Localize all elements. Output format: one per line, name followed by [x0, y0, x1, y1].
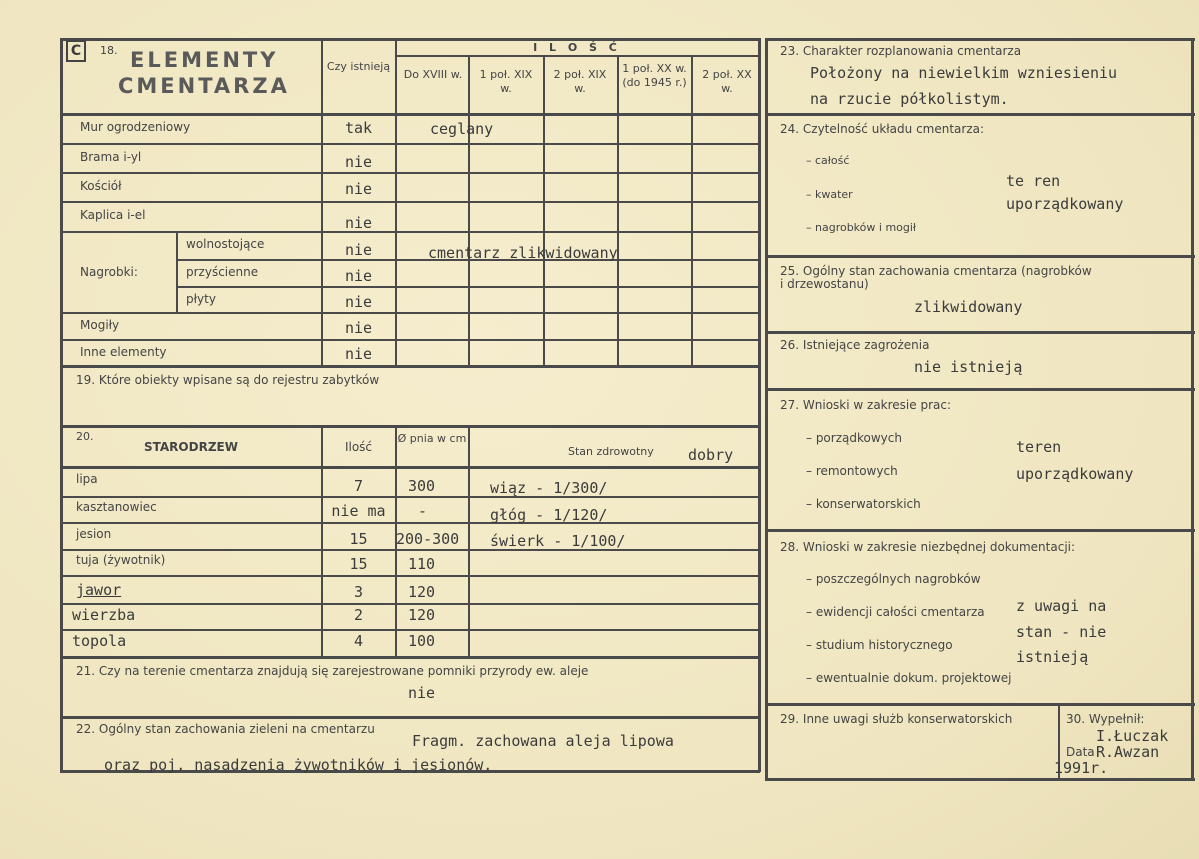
grid-line: [617, 56, 619, 365]
section-22-value: Fragm. zachowana aleja lipowa: [412, 732, 674, 750]
section-21-value: nie: [408, 684, 436, 702]
frame-line: [758, 38, 761, 772]
section-number: 18.: [100, 44, 118, 57]
tree-note: głóg - 1/120/: [490, 506, 608, 524]
filled-year: 1991r.: [1054, 759, 1109, 777]
tree-name: lipa: [76, 472, 98, 486]
col-diam: Ø pnia w cm: [397, 432, 467, 445]
tree-name: tuja (żywotnik): [76, 553, 166, 567]
grid-line: [765, 255, 1195, 258]
section-24-item: – nagrobków i mogił: [806, 221, 917, 234]
exists-value: tak: [344, 119, 373, 137]
wall-note: ceglany: [430, 120, 494, 138]
tree-count: 7: [353, 477, 364, 495]
section-24-label: 24. Czytelność układu cmentarza:: [780, 122, 985, 136]
tree-count: 15: [349, 530, 368, 548]
grid-line: [468, 56, 470, 365]
tree-name: kasztanowiec: [76, 500, 157, 514]
grid-line: [60, 522, 760, 524]
frame-line: [1191, 38, 1194, 780]
row-label: Brama i-yl: [80, 150, 142, 164]
section-28-item: – ewidencji całości cmentarza: [806, 605, 985, 619]
grid-line: [321, 40, 323, 365]
section-27-value: uporządkowany: [1016, 465, 1134, 483]
tree-diam: 110: [408, 555, 436, 573]
grid-line: [395, 40, 397, 365]
grid-line: [60, 603, 760, 605]
tree-count: 2: [353, 606, 364, 624]
section-28-item: – studium historycznego: [806, 638, 953, 652]
grid-line: [176, 231, 178, 312]
section-25-value: zlikwidowany: [914, 298, 1023, 316]
grid-line: [60, 339, 760, 341]
grid-line: [60, 113, 760, 116]
section-27-value: teren: [1016, 438, 1062, 456]
tree-name: jesion: [76, 527, 112, 541]
exists-value: nie: [344, 267, 373, 285]
col-health: Stan zdrowotny: [568, 445, 654, 458]
grid-line: [60, 143, 760, 145]
section-23-value: na rzucie półkolistym.: [810, 90, 1009, 108]
tree-diam: 120: [408, 583, 436, 601]
tree-count: 15: [349, 555, 368, 573]
grid-line: [60, 716, 760, 719]
tree-diam: 100: [408, 632, 436, 650]
frame-line: [60, 38, 63, 772]
section-title: CMENTARZA: [118, 74, 290, 98]
grid-line: [60, 312, 760, 314]
grid-line: [765, 703, 1195, 706]
grid-line: [468, 426, 470, 656]
row-label: Kaplica i-el: [80, 208, 146, 222]
starodrzew-title: STARODRZEW: [144, 440, 238, 454]
frame-line: [765, 778, 1195, 781]
section-28-item: – ewentualnie dokum. projektowej: [806, 671, 1012, 685]
grid-line: [765, 113, 1195, 116]
grid-line: [765, 331, 1195, 334]
tree-diam: 200-300: [396, 530, 460, 548]
grid-line: [60, 231, 760, 233]
exists-value: nie: [344, 241, 373, 259]
tree-name: topola: [72, 632, 127, 650]
group-label: Nagrobki:: [80, 265, 138, 279]
section-29-label: 29. Inne uwagi służb konserwatorskich: [780, 712, 1013, 726]
grid-line: [396, 55, 759, 57]
health-value: dobry: [688, 446, 734, 464]
tree-diam: 120: [408, 606, 436, 624]
filled-by-name: I.Łuczak: [1096, 727, 1169, 745]
section-26-label: 26. Istniejące zagrożenia: [780, 338, 930, 352]
exists-value: nie: [344, 153, 373, 171]
row-label: płyty: [186, 292, 216, 306]
date-label: Data: [1066, 745, 1095, 759]
row-label: wolnostojące: [186, 237, 265, 251]
grid-line: [765, 388, 1195, 391]
section-27-item: – porządkowych: [806, 431, 902, 445]
filled-by-name: R.Awzan: [1096, 743, 1160, 761]
grid-line: [60, 496, 760, 498]
col-header: Do XVIII w.: [403, 68, 463, 81]
section-28-value: z uwagi na: [1016, 597, 1107, 615]
section-28-value: stan - nie: [1016, 623, 1107, 641]
tombs-note: cmentarz zlikwidowany: [428, 244, 618, 262]
section-number: 20.: [76, 430, 94, 443]
tree-note: wiąz - 1/300/: [490, 479, 608, 497]
section-title: ELEMENTY: [130, 48, 279, 72]
grid-line: [60, 201, 760, 203]
frame-line: [765, 38, 1195, 41]
tree-count: 4: [353, 632, 364, 650]
grid-line: [60, 575, 760, 577]
row-label: Inne elementy: [80, 345, 167, 359]
section-24-value: uporządkowany: [1006, 195, 1124, 213]
ilosc-header: I L O Ś Ć: [533, 41, 621, 54]
section-25-label: 25. Ogólny stan zachowania cmentarza (nagrobków: [780, 264, 1092, 278]
col-count: Ilość: [344, 440, 373, 454]
section-27-label: 27. Wnioski w zakresie prac:: [780, 398, 952, 412]
tree-name: jawor: [76, 581, 122, 599]
section-26-value: nie istnieją: [914, 358, 1023, 376]
section-23-value: Położony na niewielkim wzniesieniu: [810, 64, 1118, 82]
section-24-item: – kwater: [806, 188, 853, 201]
col-exists: Czy istnieją: [326, 60, 391, 73]
exists-value: nie: [344, 345, 373, 363]
exists-value: nie: [344, 293, 373, 311]
grid-line: [691, 56, 693, 365]
row-label: przyścienne: [186, 265, 259, 279]
exists-value: nie: [344, 214, 373, 232]
section-22-value: oraz poj. nasadzenia żywotników i jesionów.: [104, 756, 493, 774]
row-label: Kościół: [80, 179, 122, 193]
section-23-label: 23. Charakter rozplanowania cmentarza: [780, 44, 1022, 58]
row-label: Mogiły: [80, 318, 120, 332]
grid-line: [60, 466, 760, 469]
section-28-value: istnieją: [1016, 648, 1089, 666]
row-label: Mur ogrodzeniowy: [80, 120, 191, 134]
grid-line: [60, 656, 760, 659]
exists-value: nie: [344, 180, 373, 198]
grid-line: [176, 286, 760, 288]
tree-diam: 300: [408, 477, 436, 495]
section-24-value: te ren: [1006, 172, 1061, 190]
section-24-item: – całość: [806, 154, 850, 167]
frame-line: [765, 38, 768, 780]
section-27-item: – konserwatorskich: [806, 497, 921, 511]
grid-line: [765, 529, 1195, 532]
card-letter: C: [66, 40, 86, 62]
tree-note: świerk - 1/100/: [490, 532, 626, 550]
section-21-label: 21. Czy na terenie cmentarza znajdują się zarejestrowane pomniki przyrody ew. aleje: [76, 664, 589, 678]
section-25-label: i drzewostanu): [780, 277, 869, 291]
section-22-label: 22. Ogólny stan zachowania zieleni na cmentarzu: [76, 722, 375, 736]
tree-count: nie ma: [331, 502, 386, 520]
grid-line: [543, 56, 545, 365]
grid-line: [60, 172, 760, 174]
section-30-label: 30. Wypełnił:: [1066, 712, 1145, 726]
grid-line: [60, 425, 760, 428]
section-27-item: – remontowych: [806, 464, 898, 478]
grid-line: [60, 629, 760, 631]
tree-count: 3: [353, 583, 364, 601]
tree-name: wierzba: [72, 606, 136, 624]
col-header: 2 poł. XIX w.: [553, 68, 607, 95]
tree-diam: -: [418, 502, 428, 520]
section-19-label: 19. Które obiekty wpisane są do rejestru zabytków: [76, 373, 380, 387]
col-header: 1 poł. XX w. (do 1945 r.): [622, 62, 687, 89]
exists-value: nie: [344, 319, 373, 337]
col-header: 1 poł. XIX w.: [479, 68, 533, 95]
col-header: 2 poł. XX w.: [702, 68, 752, 95]
grid-line: [60, 549, 760, 551]
grid-line: [60, 365, 760, 368]
section-28-label: 28. Wnioski w zakresie niezbędnej dokumentacji:: [780, 540, 1076, 554]
section-28-item: – poszczególnych nagrobków: [806, 572, 981, 586]
